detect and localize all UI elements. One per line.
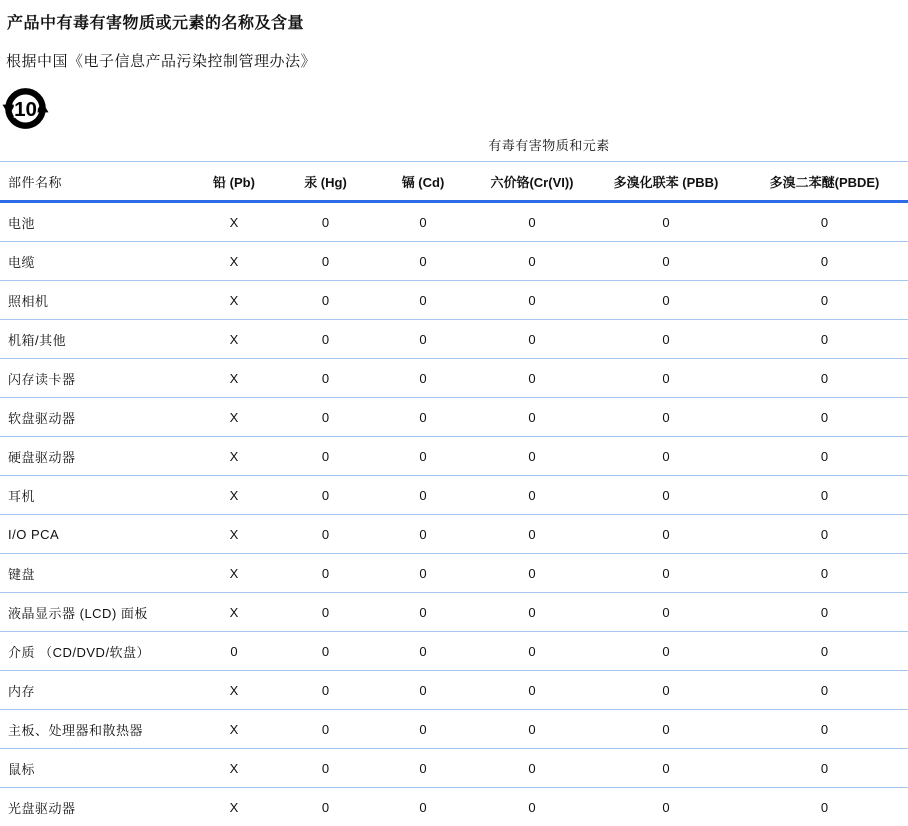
substance-value-cell: 0 xyxy=(373,320,473,359)
substance-value-cell: X xyxy=(190,476,278,515)
substance-value-cell: X xyxy=(190,749,278,788)
substance-value-cell: 0 xyxy=(278,632,373,671)
substance-value-cell: 0 xyxy=(278,320,373,359)
substance-value-cell: X xyxy=(190,398,278,437)
substance-value-cell: 0 xyxy=(373,202,473,242)
component-name-cell: 液晶显示器 (LCD) 面板 xyxy=(0,593,190,632)
column-header-row xyxy=(0,162,908,202)
table-row xyxy=(0,476,908,515)
component-name-cell: 介质 （CD/DVD/软盘） xyxy=(0,632,190,671)
table-row xyxy=(0,671,908,710)
substance-value-cell: 0 xyxy=(278,242,373,281)
substance-value-cell: 0 xyxy=(473,515,591,554)
substance-value-cell: 0 xyxy=(278,710,373,749)
table-row xyxy=(0,710,908,749)
component-name-cell: 内存 xyxy=(0,671,190,710)
substance-value-cell: 0 xyxy=(373,710,473,749)
substance-value-cell: 0 xyxy=(741,359,908,398)
substance-value-cell: 0 xyxy=(591,281,741,320)
substance-value-cell: 0 xyxy=(373,437,473,476)
substance-value-cell: 0 xyxy=(591,398,741,437)
substances-group-header: 有毒有害物质和元素 xyxy=(190,135,908,162)
substance-value-cell: 0 xyxy=(591,242,741,281)
substance-value-cell: 0 xyxy=(473,202,591,242)
table-row xyxy=(0,515,908,554)
component-name-cell: 主板、处理器和散热器 xyxy=(0,710,190,749)
substance-value-cell: 0 xyxy=(591,671,741,710)
substance-value-cell: 0 xyxy=(741,515,908,554)
column-header-mercury: 汞 (Hg) xyxy=(278,162,373,202)
substance-value-cell: 0 xyxy=(591,359,741,398)
substance-value-cell: 0 xyxy=(741,281,908,320)
substance-value-cell: X xyxy=(190,202,278,242)
substance-value-cell: 0 xyxy=(278,359,373,398)
substance-value-cell: 0 xyxy=(741,749,908,788)
substances-group-header-row xyxy=(0,135,908,162)
component-name-cell: 照相机 xyxy=(0,281,190,320)
table-row xyxy=(0,749,908,788)
substance-value-cell: X xyxy=(190,671,278,710)
component-name-cell: 光盘驱动器 xyxy=(0,788,190,826)
table-row xyxy=(0,437,908,476)
substance-value-cell: 0 xyxy=(278,554,373,593)
substance-value-cell: 0 xyxy=(278,593,373,632)
table-row xyxy=(0,554,908,593)
substance-value-cell: 0 xyxy=(473,554,591,593)
column-header-lead: 铅 (Pb) xyxy=(190,162,278,202)
component-name-cell: 硬盘驱动器 xyxy=(0,437,190,476)
table-row xyxy=(0,593,908,632)
efup-years-label: 10 xyxy=(14,98,37,121)
substance-value-cell: 0 xyxy=(473,437,591,476)
substance-value-cell: 0 xyxy=(741,437,908,476)
substance-value-cell: 0 xyxy=(473,320,591,359)
substance-value-cell: 0 xyxy=(278,788,373,826)
substance-value-cell: 0 xyxy=(591,437,741,476)
substance-value-cell: 0 xyxy=(278,398,373,437)
substance-value-cell: 0 xyxy=(741,242,908,281)
substance-value-cell: 0 xyxy=(473,398,591,437)
substance-value-cell: 0 xyxy=(591,476,741,515)
column-header-chromium: 六价铬(Cr(VI)) xyxy=(473,162,591,202)
substance-value-cell: X xyxy=(190,788,278,826)
substance-value-cell: 0 xyxy=(373,242,473,281)
substance-value-cell: 0 xyxy=(741,320,908,359)
substance-value-cell: 0 xyxy=(373,398,473,437)
substance-value-cell: 0 xyxy=(373,749,473,788)
table-row xyxy=(0,359,908,398)
component-name-cell: 鼠标 xyxy=(0,749,190,788)
substance-value-cell: 0 xyxy=(278,437,373,476)
table-row xyxy=(0,632,908,671)
substance-value-cell: 0 xyxy=(473,593,591,632)
substance-value-cell: 0 xyxy=(741,632,908,671)
substance-value-cell: 0 xyxy=(278,749,373,788)
substance-value-cell: 0 xyxy=(473,788,591,826)
substance-value-cell: 0 xyxy=(741,554,908,593)
component-name-cell: 机箱/其他 xyxy=(0,320,190,359)
column-header-pbde: 多溴二苯醚(PBDE) xyxy=(741,162,908,202)
table-row xyxy=(0,788,908,826)
column-header-pbb: 多溴化联苯 (PBB) xyxy=(591,162,741,202)
substance-value-cell: X xyxy=(190,515,278,554)
china-rohs-efup-recycle-icon xyxy=(2,85,49,132)
component-name-cell: 电池 xyxy=(0,202,190,242)
substance-value-cell: 0 xyxy=(473,476,591,515)
component-name-cell: 闪存读卡器 xyxy=(0,359,190,398)
substance-value-cell: 0 xyxy=(278,202,373,242)
substance-value-cell: 0 xyxy=(591,749,741,788)
substance-value-cell: 0 xyxy=(741,202,908,242)
component-name-cell: 耳机 xyxy=(0,476,190,515)
page-title: 产品中有毒有害物质或元素的名称及含量 xyxy=(7,13,908,35)
table-row xyxy=(0,281,908,320)
substance-value-cell: X xyxy=(190,554,278,593)
substance-value-cell: 0 xyxy=(741,476,908,515)
substance-value-cell: X xyxy=(190,710,278,749)
substance-value-cell: 0 xyxy=(591,593,741,632)
component-name-cell: 电缆 xyxy=(0,242,190,281)
table-row xyxy=(0,398,908,437)
substance-value-cell: 0 xyxy=(741,593,908,632)
table-row xyxy=(0,242,908,281)
substance-value-cell: 0 xyxy=(473,281,591,320)
substance-value-cell: 0 xyxy=(190,632,278,671)
substance-value-cell: X xyxy=(190,359,278,398)
substance-value-cell: 0 xyxy=(741,398,908,437)
substance-value-cell: 0 xyxy=(591,202,741,242)
substance-value-cell: 0 xyxy=(591,788,741,826)
substance-value-cell: 0 xyxy=(741,788,908,826)
substance-value-cell: 0 xyxy=(591,515,741,554)
substance-value-cell: 0 xyxy=(278,671,373,710)
substance-value-cell: 0 xyxy=(591,554,741,593)
substance-value-cell: 0 xyxy=(473,710,591,749)
substance-value-cell: 0 xyxy=(373,476,473,515)
substance-value-cell: 0 xyxy=(741,671,908,710)
substance-value-cell: X xyxy=(190,320,278,359)
substance-value-cell: 0 xyxy=(591,710,741,749)
substance-value-cell: 0 xyxy=(473,671,591,710)
substance-value-cell: 0 xyxy=(278,281,373,320)
substance-value-cell: 0 xyxy=(278,476,373,515)
substance-value-cell: 0 xyxy=(373,359,473,398)
column-header-cadmium: 镉 (Cd) xyxy=(373,162,473,202)
substance-value-cell: X xyxy=(190,593,278,632)
substance-value-cell: 0 xyxy=(473,242,591,281)
rohs-table-body xyxy=(0,202,908,826)
substance-value-cell: X xyxy=(190,437,278,476)
substance-value-cell: 0 xyxy=(473,632,591,671)
component-name-cell: 键盘 xyxy=(0,554,190,593)
component-name-cell: 软盘驱动器 xyxy=(0,398,190,437)
substance-value-cell: 0 xyxy=(591,632,741,671)
substance-value-cell: 0 xyxy=(591,320,741,359)
substance-value-cell: 0 xyxy=(278,515,373,554)
substance-value-cell: 0 xyxy=(373,515,473,554)
substance-value-cell: 0 xyxy=(473,749,591,788)
substance-value-cell: X xyxy=(190,242,278,281)
component-name-cell: I/O PCA xyxy=(0,515,190,554)
page-subtitle: 根据中国《电子信息产品污染控制管理办法》 xyxy=(6,52,908,72)
substance-value-cell: 0 xyxy=(473,359,591,398)
substance-value-cell: 0 xyxy=(373,554,473,593)
substance-value-cell: 0 xyxy=(373,593,473,632)
column-header-component: 部件名称 xyxy=(0,162,190,202)
substance-value-cell: 0 xyxy=(373,281,473,320)
substance-value-cell: 0 xyxy=(373,632,473,671)
substance-value-cell: 0 xyxy=(373,671,473,710)
table-row xyxy=(0,320,908,359)
substance-value-cell: X xyxy=(190,281,278,320)
rohs-substance-table xyxy=(0,135,908,826)
table-row xyxy=(0,202,908,242)
substance-value-cell: 0 xyxy=(741,710,908,749)
substance-value-cell: 0 xyxy=(373,788,473,826)
